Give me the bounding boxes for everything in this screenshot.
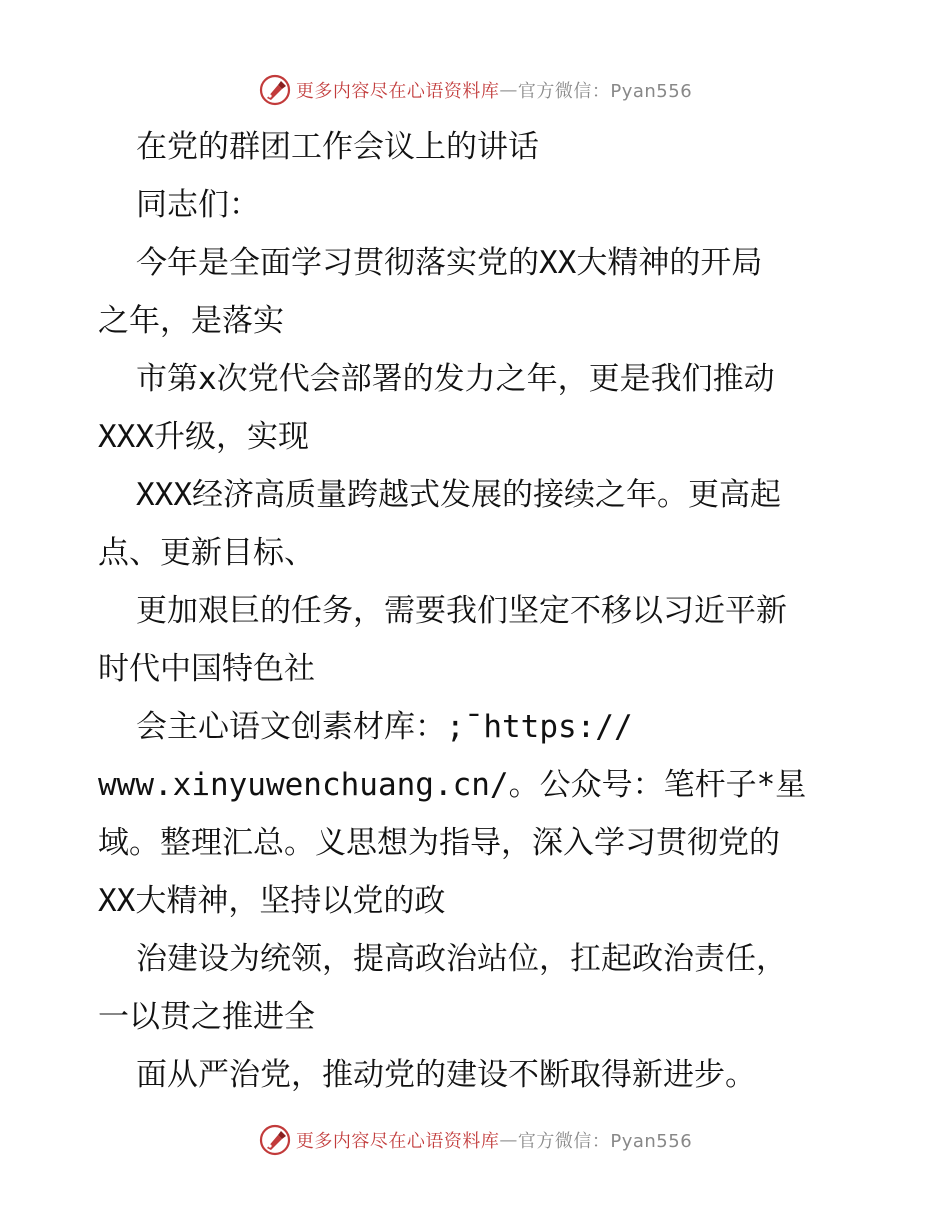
paragraph-line: XX大精神，坚持以党的政: [98, 883, 446, 919]
paragraph-line: 一以贯之推进全: [98, 999, 315, 1035]
paragraph-line: 今年是全面学习贯彻落实党的XX大精神的开局: [136, 245, 763, 281]
document-title: 在党的群团工作会议上的讲话: [136, 129, 539, 165]
paragraph-line: XXX升级，实现: [98, 419, 309, 455]
pen-nib-circle-icon: [258, 1123, 292, 1157]
watermark-brand-text: 更多内容尽在心语资料库: [295, 81, 500, 102]
watermark-separator: —: [499, 79, 518, 101]
paragraph-line: www.xinyuwenchuang.cn/。公众号：笔杆子*星: [98, 767, 807, 803]
paragraph-line: 更加艰巨的任务，需要我们坚定不移以习近平新: [136, 593, 787, 629]
paragraph-line: 点、更新目标、: [98, 535, 315, 571]
paragraph-line: 域。整理汇总。义思想为指导，深入学习贯彻党的: [98, 825, 780, 861]
salutation: 同志们：: [136, 187, 260, 223]
pen-nib-circle-icon: [258, 73, 292, 107]
paragraph-line: XXX经济高质量跨越式发展的接续之年。更高起: [136, 477, 781, 513]
watermark-separator: —: [499, 1129, 518, 1151]
paragraph-line: 治建设为统领，提高政治站位，扛起政治责任，: [136, 941, 787, 977]
paragraph-line: 会主心语文创素材库：;¯https://: [136, 709, 633, 745]
paragraph-line: 之年，是落实: [98, 303, 284, 339]
header-watermark: [0, 70, 950, 110]
watermark-wechat-text: 官方微信：Pyan556: [517, 1131, 693, 1152]
paragraph-line: 时代中国特色社: [98, 651, 315, 687]
watermark-wechat-text: 官方微信：Pyan556: [517, 81, 693, 102]
footer-watermark: [0, 1120, 950, 1160]
watermark-brand-text: 更多内容尽在心语资料库: [295, 1131, 500, 1152]
paragraph-line: 面从严治党，推动党的建设不断取得新进步。: [136, 1057, 756, 1093]
paragraph-line: 市第x次党代会部署的发力之年，更是我们推动: [136, 361, 775, 397]
